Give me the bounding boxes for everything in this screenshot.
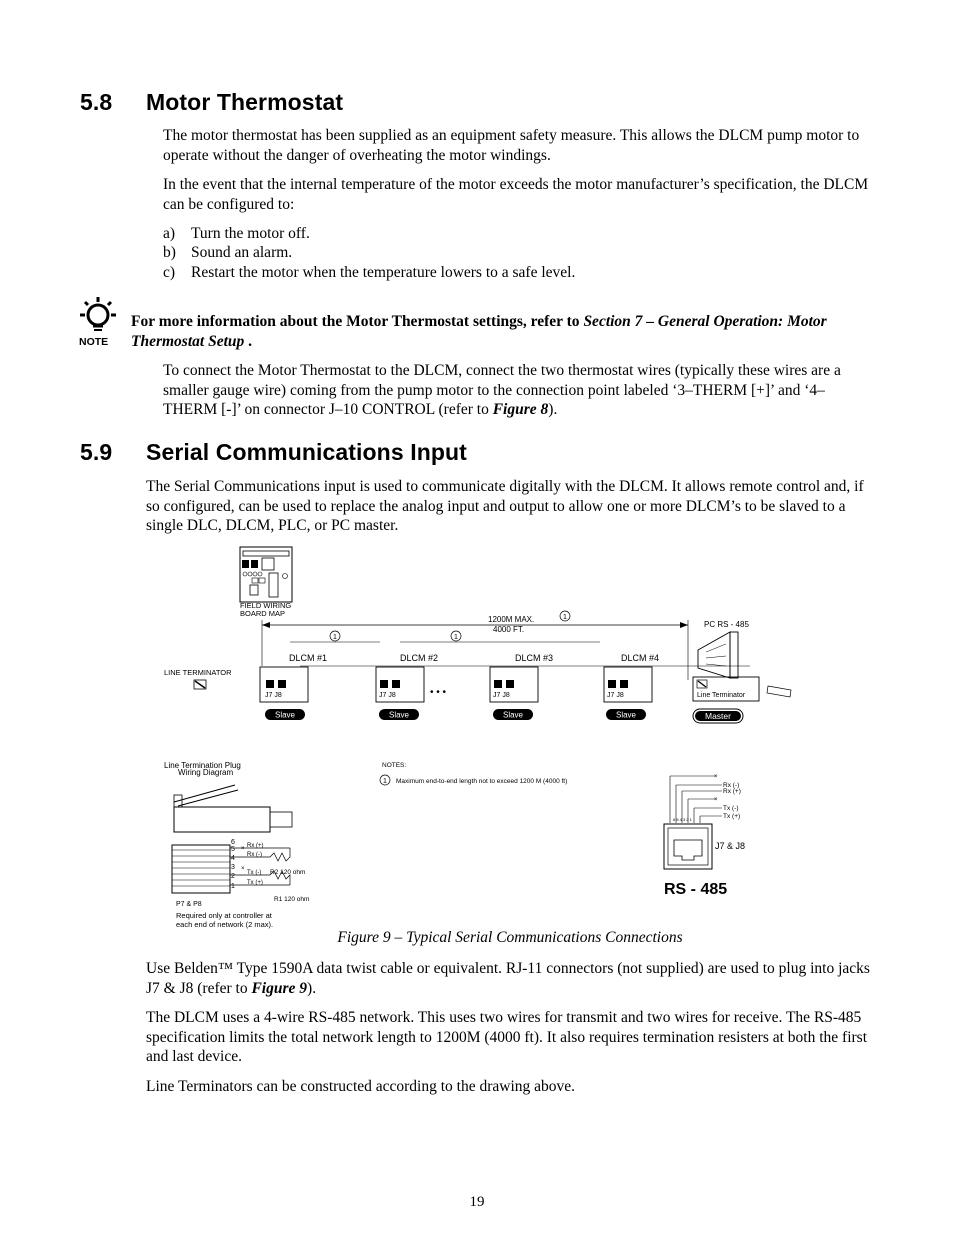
jack-label: J7 & J8 <box>715 841 746 851</box>
board-map-label: BOARD MAP <box>240 609 286 618</box>
device-role: Slave <box>502 710 524 720</box>
plug-note: each end of network (2 max). <box>176 920 274 929</box>
note-marker: 1 <box>563 614 567 621</box>
list-item <box>163 263 575 283</box>
field-wiring-board-map <box>240 547 292 618</box>
rs485-network-paragraph: The DLCM uses a 4-wire RS-485 network. This uses two wires for transmit and two wires for receive. The RS-485 specification limits the total network length to 1200M (4000 ft). It also requires termination resisters at both the first and last device. <box>146 1009 868 1065</box>
master-label: Master <box>705 711 731 721</box>
rs485-label: RS - 485 <box>664 881 728 898</box>
pc-label: PC RS - 485 <box>704 620 749 629</box>
device-jacks: J7 J8 <box>379 692 396 699</box>
resistor-r2-icon <box>270 848 290 861</box>
jack-signal-label: Rx (+) <box>723 788 741 795</box>
list-item-text: Restart the motor when the temperature lowers to a safe level. <box>191 264 576 281</box>
x-mark: × <box>241 846 245 852</box>
note-item: Maximum end-to-end length not to exceed 1200 M (4000 ft) <box>396 778 568 785</box>
device-jacks: J7 J8 <box>265 692 282 699</box>
list-marker: c) <box>163 264 176 281</box>
pin-number: 3 <box>231 864 235 871</box>
device-jacks: J7 J8 <box>607 692 624 699</box>
pin-number: 4 <box>231 855 235 862</box>
device-role: Slave <box>615 710 637 720</box>
plug-note: Required only at controller at <box>176 911 272 920</box>
cable-paragraph <box>146 959 876 998</box>
list-marker: a) <box>163 225 176 242</box>
thermostat-connection-paragraph <box>163 361 878 420</box>
x-mark: × <box>714 797 718 803</box>
device-name: DLCM #2 <box>400 653 439 663</box>
paragraph-text: To connect the Motor Thermostat to the DLCM, connect the two thermostat wires (typically these wires are a smaller gauge wire) coming from the pump motor to the connection point labeled ‘3–THERM [+]’ and ‘4–THERM [-]’ on connector J–10 CONTROL (refer to <box>163 362 841 418</box>
note-end: . <box>244 332 253 350</box>
plug-reference: P7 & P8 <box>176 901 202 908</box>
x-mark: × <box>714 774 718 780</box>
rs485-jack-icon <box>664 776 722 869</box>
device-name: DLCM #4 <box>621 653 660 663</box>
note-section-reference: Section 7 – General Operation: Motor Thermostat Setup <box>131 313 827 350</box>
pin-number: 2 <box>231 873 235 880</box>
dlcm-device-3 <box>490 653 553 720</box>
max-length-label: 4000 FT. <box>493 625 525 634</box>
pin-number: 5 <box>231 846 235 853</box>
list-item-text: Sound an alarm. <box>191 244 293 261</box>
resistor-label: R2 120 ohm <box>270 869 306 876</box>
pin-number: 6 <box>231 839 235 846</box>
notes-title: NOTES: <box>382 762 407 769</box>
jack-signal-label: Tx (-) <box>723 805 739 812</box>
dlcm-device-4 <box>604 653 659 720</box>
note-icon-label: NOTE <box>79 336 109 348</box>
pin-signal-label: Tx (+) <box>247 880 263 886</box>
device-name: DLCM #3 <box>515 653 554 663</box>
section-number: 5.8 <box>80 89 113 115</box>
section-5-8-heading <box>80 89 343 116</box>
motor-thermostat-intro: The motor thermostat has been supplied as an equipment safety measure. This allows the DLCM pump motor to operate without the danger of overheating the motor windings. <box>163 127 860 164</box>
paragraph-text-end: ). <box>548 401 558 418</box>
device-ellipsis: • • • <box>430 687 447 698</box>
section-title: Motor Thermostat <box>146 89 344 115</box>
master-terminator-label: Line Terminator <box>697 692 746 699</box>
figure-8-reference: Figure 8 <box>492 401 549 418</box>
max-length-label: 1200M MAX. <box>488 615 535 624</box>
pin-number: 1 <box>231 883 235 890</box>
note-marker: 1 <box>454 634 458 641</box>
section-number: 5.9 <box>80 439 113 465</box>
page-number: 19 <box>469 1194 485 1210</box>
motor-thermostat-config-intro: In the event that the internal temperature of the motor exceeds the motor manufacturer’s specification, the DLCM can be configured to: <box>163 176 869 213</box>
serial-comm-intro: The Serial Communications input is used to communicate digitally with the DLCM. It allows remote control and, if so configured, can be used to replace the analog input and output to allow one or more DLCM’s to be slaved to a single DLC, DLCM, PLC, or PC master. <box>146 478 864 534</box>
jack-signal-label: Rx (-) <box>723 782 740 789</box>
board-map-label: FIELD WIRING <box>240 601 292 610</box>
pin-signal-label: Tx (-) <box>247 870 262 876</box>
plug-title: Line Termination Plug <box>164 761 241 770</box>
figure-9-diagram <box>150 540 810 930</box>
note-marker: 1 <box>333 634 337 641</box>
device-name: DLCM #1 <box>289 653 328 663</box>
note-bold-text: For more information about the Motor Thermostat settings, refer to <box>131 313 584 330</box>
x-mark: × <box>241 866 245 872</box>
line-terminator-label: LINE TERMINATOR <box>164 668 232 677</box>
line-terminator-paragraph: Line Terminators can be constructed according to the drawing above. <box>146 1078 576 1095</box>
list-item <box>163 224 310 244</box>
dlcm-device-1 <box>260 653 327 720</box>
paragraph-text: Use Belden™ Type 1590A data twist cable or equivalent. RJ-11 connectors (not supplied) are used to plug into jacks J7 & J8 (refer to <box>146 960 870 997</box>
resistor-label: R1 120 ohm <box>274 896 310 903</box>
section-title: Serial Communications Input <box>146 439 467 465</box>
device-role: Slave <box>274 710 296 720</box>
list-marker: b) <box>163 244 176 261</box>
device-role: Slave <box>388 710 410 720</box>
rj11-plug-front-icon <box>172 845 230 893</box>
pin-signal-label: Rx (+) <box>247 843 264 849</box>
list-item <box>163 243 292 263</box>
paragraph-text-end: ). <box>307 979 317 997</box>
plug-title: Wiring Diagram <box>178 768 234 777</box>
jack-signal-label: Tx (+) <box>723 813 741 820</box>
note-lightbulb-icon <box>78 293 120 349</box>
section-5-9-heading <box>80 439 467 466</box>
device-jacks: J7 J8 <box>493 692 510 699</box>
list-item-text: Turn the motor off. <box>191 225 310 242</box>
figure-9-reference: Figure 9 <box>251 979 308 997</box>
note-text <box>131 312 871 351</box>
pc-connector-icon <box>698 632 738 678</box>
pin-signal-label: Rx (-) <box>247 852 262 858</box>
rj11-plug-side-icon <box>174 785 292 832</box>
arrow-left-icon <box>262 622 270 628</box>
dlcm-device-2 <box>376 653 438 720</box>
jack-pin-numbers: 6 5 4 3 2 1 <box>673 817 692 822</box>
note-marker: 1 <box>383 778 387 785</box>
master-device <box>693 677 791 723</box>
figure-caption: Figure 9 – Typical Serial Communications Connections <box>337 929 683 946</box>
arrow-right-icon <box>680 622 688 628</box>
